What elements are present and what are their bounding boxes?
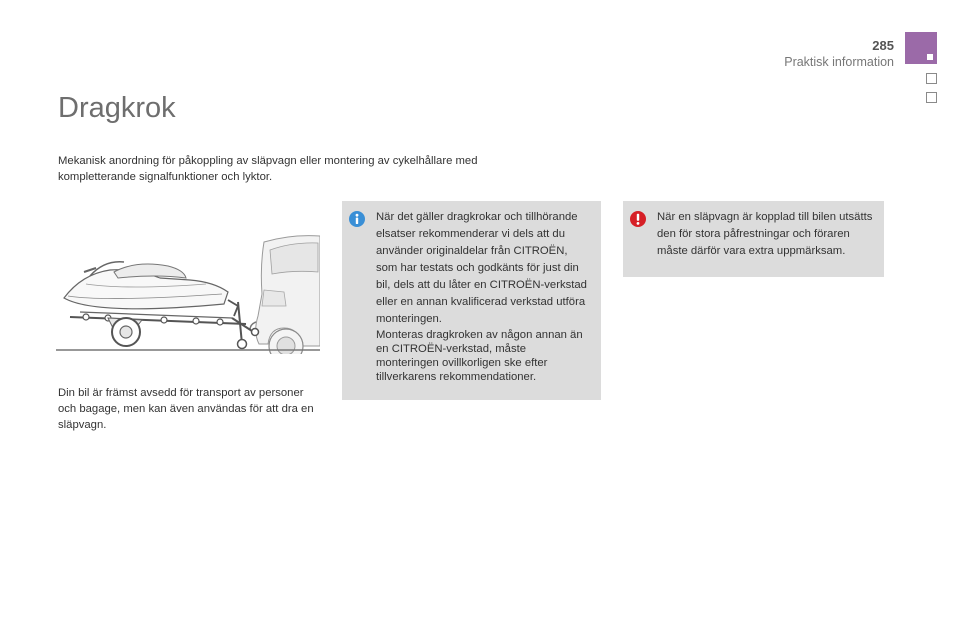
info-note-paragraph: Monteras dragkroken av någon annan än en CITROËN-verkstad, måste monteringen ovillkorligen ske efter tillverkarens rekommendationer. [376,329,583,383]
section-name: Praktisk information [784,55,894,69]
info-icon [349,211,365,227]
info-note-box [342,201,601,400]
info-note-paragraph: När det gäller dragkrokar och tillhörande elsatser rekommenderar vi dels att du använder originaldelar från CITROËN, som har testats och godkänts för just din bil, dels att du låter en CITROËN-verkstad eller en annan kvalificerad verkstad utföra monteringen. [376,211,587,325]
tab-marker-icon [927,54,933,60]
section-tab[interactable] [926,92,937,103]
page-number: 285 [872,38,894,53]
info-note-text [376,209,591,384]
warning-note-text: När en släpvagn är kopplad till bilen utsätts den för stora påfrestningar och föraren måste därför vara extra uppmärksam. [657,211,873,257]
section-tab-active[interactable] [905,32,937,64]
intro-text: Mekanisk anordning för påkoppling av släpvagn eller montering av cykelhållare med kompletterande signalfunktioner och lyktor. [58,155,478,183]
body-text: Din bil är främst avsedd för transport av personer och bagage, men kan även användas för att dra en släpvagn. [58,387,314,431]
page-title: Dragkrok [58,92,176,124]
warning-note-box [623,201,884,277]
warning-icon [630,211,646,227]
boat-trailer-towing-illustration [56,232,320,354]
section-tab[interactable] [926,73,937,84]
